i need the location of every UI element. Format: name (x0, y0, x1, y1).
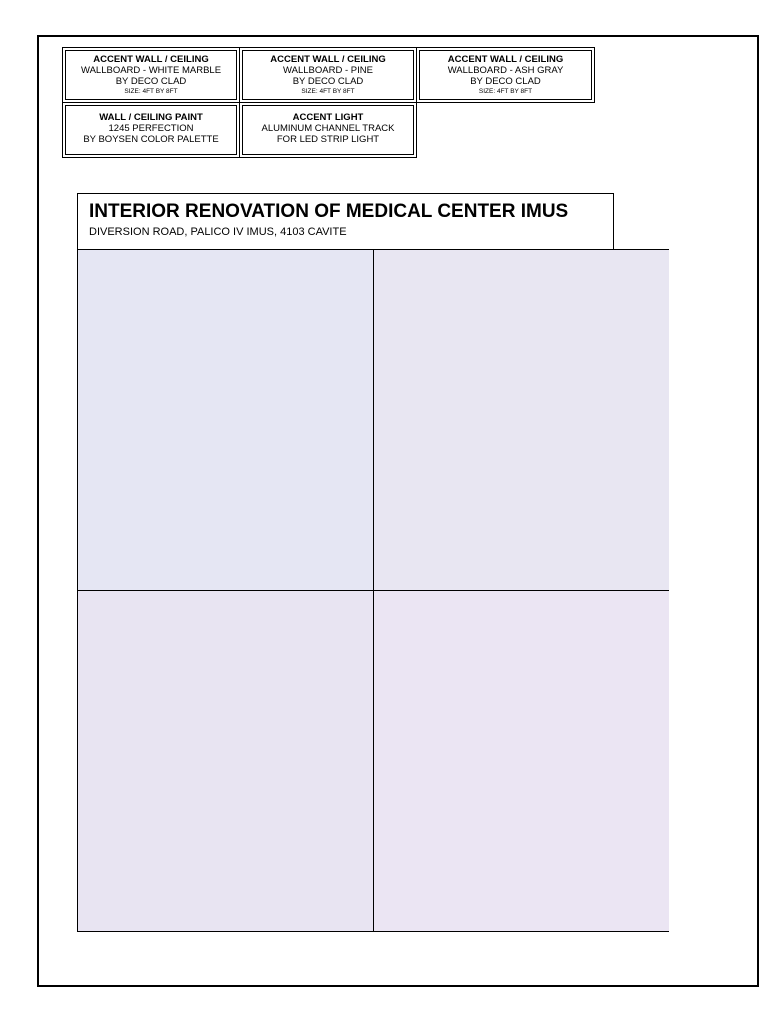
legend-item-paint (62, 102, 240, 158)
legend-size: SIZE: 4FT BY 8FT (301, 88, 355, 95)
project-title-block (77, 193, 614, 250)
legend-item-pine (239, 47, 417, 103)
legend-title: ACCENT WALL / CEILING (93, 54, 209, 65)
legend-line: ALUMINUM CHANNEL TRACK (261, 123, 395, 134)
legend-line: 1245 PERFECTION (108, 123, 194, 134)
legend-title: ACCENT WALL / CEILING (270, 54, 386, 65)
view-panel-2 (374, 250, 669, 591)
legend-line: WALLBOARD - WHITE MARBLE (80, 65, 222, 76)
view-panel-1 (78, 250, 374, 591)
legend-size: SIZE: 4FT BY 8FT (124, 88, 178, 95)
legend-item-ash-gray (416, 47, 595, 103)
legend-line: FOR LED STRIP LIGHT (276, 134, 380, 145)
legend-line: WALLBOARD - ASH GRAY (447, 65, 564, 76)
view-panel-4 (374, 591, 669, 931)
legend-line: BY DECO CLAD (115, 76, 187, 87)
project-title: INTERIOR RENOVATION OF MEDICAL CENTER IMUS (89, 201, 569, 222)
view-panel-3 (78, 591, 374, 931)
legend-title: WALL / CEILING PAINT (99, 112, 203, 123)
legend-item-white-marble (62, 47, 240, 103)
legend-line: BY DECO CLAD (470, 76, 541, 87)
legend-title: ACCENT WALL / CEILING (447, 54, 564, 65)
legend-title: ACCENT LIGHT (292, 112, 364, 123)
legend-item-accent-light (239, 102, 417, 158)
legend-line: BY DECO CLAD (292, 76, 364, 87)
legend-line: WALLBOARD - PINE (283, 65, 373, 76)
project-address: DIVERSION ROAD, PALICO IV IMUS, 4103 CAVITE (89, 226, 347, 238)
legend-size: SIZE: 4FT BY 8FT (478, 88, 533, 95)
view-panels-grid (77, 249, 669, 932)
legend-line: BY BOYSEN COLOR PALETTE (83, 134, 219, 145)
